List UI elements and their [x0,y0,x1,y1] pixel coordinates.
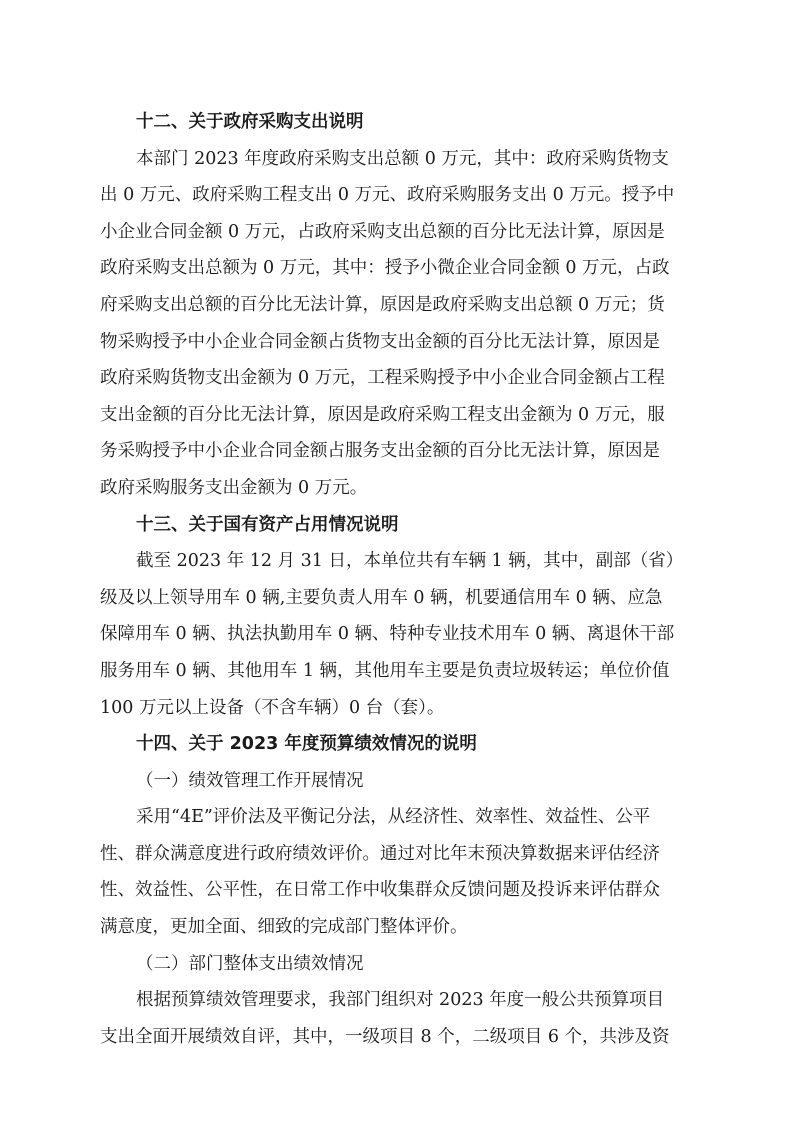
text-line: 小企业合同金额 0 万元，占政府采购支出总额的百分比无法计算，原因是 [100,221,665,242]
text-line: 务采购授予中小企业合同金额占服务支出金额的百分比无法计算，原因是 [100,441,660,462]
text-line: 政府采购服务支出金额为 0 万元。 [100,477,368,498]
text-line: 物采购授予中小企业合同金额占货物支出金额的百分比无法计算，原因是 [100,331,660,352]
section-heading-performance: 十四、关于 2023 年度预算绩效情况的说明 [136,734,477,755]
subsection-heading-performance-management: （一）绩效管理工作开展情况 [136,770,364,791]
subsection-heading-overall-spending: （二）部门整体支出绩效情况 [136,953,364,974]
text-line: 满意度，更加全面、细致的完成部门整体评价。 [100,917,468,938]
text-line: 政府采购货物支出金额为 0 万元，工程采购授予中小企业合同金额占工程 [100,368,665,389]
text-line: 出 0 万元、政府采购工程支出 0 万元、政府采购服务支出 0 万元。授予中 [100,185,675,206]
text-line: 服务用车 0 辆、其他用车 1 辆，其他用车主要是负责垃圾转运；单位价值 [100,660,670,681]
paragraph-performance-management [100,799,700,945]
text-line: 截至 2023 年 12 月 31 日，本单位共有车辆 1 辆，其中，副部（省） [136,551,684,572]
text-line: 采用“4E”评价法及平衡记分法，从经济性、效率性、效益性、公平 [136,807,651,828]
paragraph-procurement [100,141,700,507]
text-line: 政府采购支出总额为 0 万元，其中：授予小微企业合同金额 0 万元，占政 [100,258,670,279]
text-line: 性、效益性、公平性，在日常工作中收集群众反馈问题及投诉来评估群众 [100,880,660,901]
text-line: 根据预算绩效管理要求，我部门组织对 2023 年度一般公共预算项目 [136,990,665,1011]
text-line: 支出全面开展绩效自评，其中，一级项目 8 个，二级项目 6 个，共涉及资 [100,1026,670,1047]
text-line: 支出金额的百分比无法计算，原因是政府采购工程支出金额为 0 万元，服 [100,404,665,425]
section-heading-state-assets: 十三、关于国有资产占用情况说明 [136,514,399,535]
text-line: 本部门 2023 年度政府采购支出总额 0 万元，其中：政府采购货物支 [136,148,669,169]
document-body [100,104,700,1055]
text-line: 保障用车 0 辆、执法执勤用车 0 辆、特种专业技术用车 0 辆、离退休干部 [100,624,675,645]
section-heading-procurement: 十二、关于政府采购支出说明 [136,112,364,132]
text-line: 级及以上领导用车 0 辆,主要负责人用车 0 辆，机要通信用车 0 辆、应急 [100,587,663,608]
text-line: 性、群众满意度进行政府绩效评价。通过对比年末预决算数据来评估经济 [100,843,660,864]
text-line: 100 万元以上设备（不含车辆）0 台（套）。 [100,697,445,718]
paragraph-overall-spending [100,982,700,1055]
paragraph-state-assets [100,543,700,726]
text-line: 府采购支出总额的百分比无法计算，原因是政府采购支出总额 0 万元；货 [100,294,665,315]
